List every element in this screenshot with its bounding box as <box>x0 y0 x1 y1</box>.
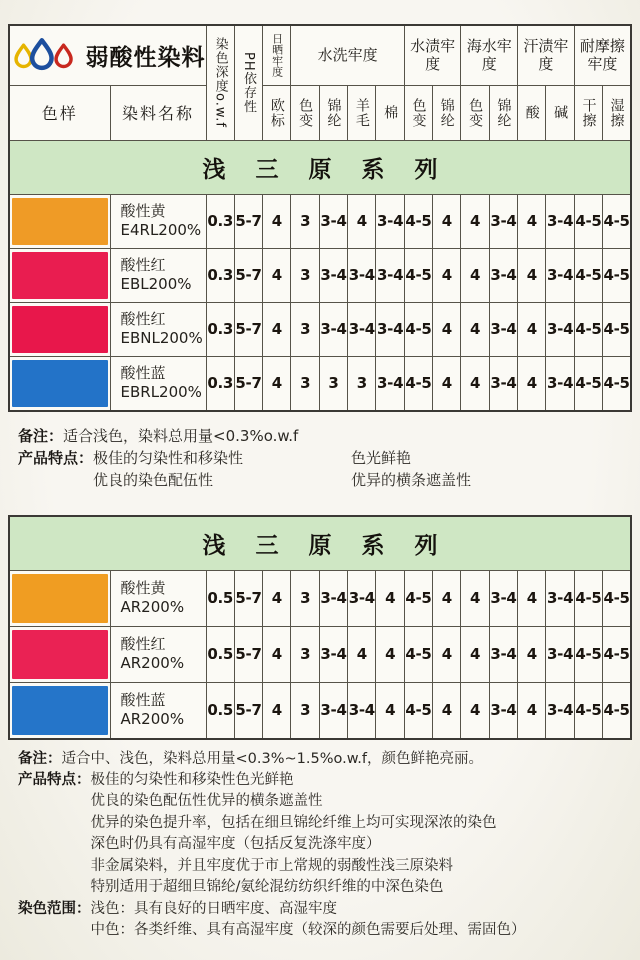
fastness-value: 0.3 <box>206 302 234 356</box>
fastness-value: 3 <box>348 356 376 411</box>
fastness-value: 4-5 <box>603 248 631 302</box>
sub-header-wash-colorchange: 色变 <box>291 85 319 140</box>
fastness-value: 3-4 <box>376 356 404 411</box>
color-swatch <box>12 306 108 353</box>
fastness-value: 3-4 <box>319 682 347 739</box>
fastness-value: 5-7 <box>234 570 262 626</box>
fastness-value: 4 <box>518 570 546 626</box>
fastness-value: 3-4 <box>348 570 376 626</box>
notes-block-2 <box>8 740 632 942</box>
group-header-sunlight-fastness: 日晒牢度 <box>263 25 291 85</box>
fastness-value: 4-5 <box>404 356 432 411</box>
sub-header-seawater-colorchange: 色变 <box>461 85 489 140</box>
fastness-value: 4 <box>461 302 489 356</box>
group-header-perspiration-fastness: 汗渍牢度 <box>518 25 575 85</box>
series-banner-row-2 <box>9 516 631 570</box>
color-swatch-cell <box>9 356 110 411</box>
group-header-waterstain-fastness: 水渍牢度 <box>404 25 461 85</box>
fastness-value: 5-7 <box>234 682 262 739</box>
fastness-value: 3-4 <box>319 248 347 302</box>
dye-row <box>9 194 631 248</box>
fastness-value: 5-7 <box>234 302 262 356</box>
dye-name-cell <box>110 626 206 682</box>
fastness-value: 0.3 <box>206 248 234 302</box>
remark-text-1: 适合浅色，染料总用量<0.3%o.w.f <box>63 426 299 445</box>
dye-name: 酸性红 <box>120 255 166 274</box>
feature-line: 深色时仍具有高湿牢度（包括反复洗涤牢度） <box>90 836 381 853</box>
dye-code: EBNL200% <box>120 329 203 347</box>
fastness-value: 4 <box>518 194 546 248</box>
fastness-value: 4-5 <box>603 302 631 356</box>
dye-name: 酸性蓝 <box>120 363 166 382</box>
fastness-value: 3 <box>291 682 319 739</box>
dye-name: 酸性红 <box>120 634 166 653</box>
sub-header-waterstain-colorchange: 色变 <box>404 85 432 140</box>
color-swatch <box>12 360 108 407</box>
feature-line: 特别适用于超细旦锦纶/氨纶混纺纺织纤维的中深色染色 <box>90 879 444 896</box>
dye-code: E4RL200% <box>120 221 202 239</box>
fastness-value: 4 <box>263 570 291 626</box>
sub-header-eu-standard: 欧标 <box>263 85 291 140</box>
sub-header-perspiration-acid: 酸 <box>518 85 546 140</box>
dye-row <box>9 356 631 411</box>
dye-name-cell <box>110 248 206 302</box>
features-label-2: 产品特点： <box>18 772 91 789</box>
series-banner-1: 浅 三 原 系 列 <box>9 140 631 194</box>
fastness-value: 4 <box>433 194 461 248</box>
fastness-value: 4 <box>461 194 489 248</box>
dye-table-2 <box>8 515 632 740</box>
feature-line: 极佳的匀染性和移染性 <box>93 448 244 467</box>
remark-row-2 <box>18 749 622 770</box>
sub-header-wash-nylon: 锦纶 <box>319 85 347 140</box>
fastness-value: 3-4 <box>376 194 404 248</box>
feature-line: 优异的横条遮盖性 <box>351 470 472 489</box>
range-line: 浅色：具有良好的日晒牢度、高湿牢度 <box>90 900 337 917</box>
dye-row <box>9 682 631 739</box>
dye-range-row <box>18 899 622 942</box>
fastness-value: 0.3 <box>206 194 234 248</box>
fastness-value: 3-4 <box>376 248 404 302</box>
remark-text-2: 适合中、浅色，染料总用量<0.3%~1.5%o.w.f，颜色鲜艳亮丽。 <box>61 750 483 767</box>
fastness-value: 4 <box>518 626 546 682</box>
brand-logo-drops-icon <box>10 30 81 80</box>
fastness-value: 4-5 <box>404 570 432 626</box>
color-swatch-cell <box>9 570 110 626</box>
fastness-value: 3-4 <box>546 570 574 626</box>
remark-label-1: 备注： <box>18 426 64 445</box>
dye-name-cell <box>110 302 206 356</box>
red-drop-icon <box>56 45 71 66</box>
fastness-value: 4 <box>518 248 546 302</box>
dye-row <box>9 626 631 682</box>
fastness-value: 4 <box>263 194 291 248</box>
fastness-value: 3-4 <box>489 626 517 682</box>
fastness-value: 4-5 <box>574 248 602 302</box>
fastness-value: 5-7 <box>234 356 262 411</box>
fastness-value: 4 <box>518 356 546 411</box>
fastness-value: 4-5 <box>603 570 631 626</box>
fastness-value: 4 <box>433 682 461 739</box>
brand-header-cell <box>9 25 206 85</box>
fastness-value: 3 <box>291 570 319 626</box>
fastness-value: 3-4 <box>348 682 376 739</box>
fastness-value: 4-5 <box>574 626 602 682</box>
fastness-value: 4 <box>376 682 404 739</box>
fastness-value: 3-4 <box>489 682 517 739</box>
fastness-value: 4 <box>461 570 489 626</box>
fastness-value: 3-4 <box>376 302 404 356</box>
fastness-value: 4-5 <box>574 194 602 248</box>
feature-line: 极佳的匀染性和移染性色光鲜艳 <box>90 772 294 789</box>
dye-name-cell <box>110 194 206 248</box>
features-label-1: 产品特点： <box>18 448 94 467</box>
sub-header-wash-cotton: 棉 <box>376 85 404 140</box>
dye-code: AR200% <box>120 654 185 673</box>
dye-row <box>9 248 631 302</box>
dye-name-cell <box>110 570 206 626</box>
yellow-drop-icon <box>16 45 31 66</box>
fastness-value: 4-5 <box>404 248 432 302</box>
feature-line: 优异的染色提升率，包括在细旦锦纶纤维上均可实现深浓的染色 <box>90 814 497 831</box>
sub-header-perspiration-alkali: 碱 <box>546 85 574 140</box>
fastness-value: 4 <box>433 356 461 411</box>
sub-header-waterstain-nylon: 锦纶 <box>433 85 461 140</box>
dye-table-1 <box>8 24 632 412</box>
fastness-value: 4 <box>461 626 489 682</box>
fastness-value: 4 <box>433 302 461 356</box>
sub-header-seawater-nylon: 锦纶 <box>489 85 517 140</box>
color-swatch <box>12 686 108 735</box>
fastness-value: 4-5 <box>603 682 631 739</box>
fastness-value: 4 <box>348 626 376 682</box>
fastness-value: 4 <box>518 682 546 739</box>
color-swatch-cell <box>9 626 110 682</box>
sub-header-wash-wool: 羊毛 <box>348 85 376 140</box>
group-header-seawater-fastness: 海水牢度 <box>461 25 518 85</box>
dye-row <box>9 302 631 356</box>
color-swatch <box>12 198 108 245</box>
blue-drop-icon <box>32 41 51 69</box>
fastness-value: 5-7 <box>234 194 262 248</box>
fastness-value: 4 <box>461 356 489 411</box>
notes-block-1 <box>8 412 632 492</box>
dye-code: EBL200% <box>120 275 192 293</box>
dye-range-label: 染色范围： <box>18 900 91 917</box>
col-header-dye-name: 染料名称 <box>110 85 206 140</box>
fastness-value: 4 <box>518 302 546 356</box>
fastness-value: 3-4 <box>348 302 376 356</box>
fastness-value: 4 <box>461 248 489 302</box>
feature-line: 优良的染色配伍性 <box>93 470 214 489</box>
features-row-2 <box>18 770 622 899</box>
fastness-value: 3 <box>291 356 319 411</box>
fastness-value: 4-5 <box>404 302 432 356</box>
series-banner-row-1 <box>9 140 631 194</box>
fastness-value: 3-4 <box>546 248 574 302</box>
fastness-value: 4 <box>263 626 291 682</box>
dye-row <box>9 570 631 626</box>
fastness-value: 3-4 <box>319 570 347 626</box>
fastness-value: 3 <box>291 626 319 682</box>
fastness-value: 0.5 <box>206 626 234 682</box>
color-swatch <box>12 574 108 623</box>
fastness-value: 3-4 <box>546 302 574 356</box>
color-swatch-cell <box>9 248 110 302</box>
fastness-value: 4-5 <box>574 570 602 626</box>
group-header-rubbing-fastness: 耐摩擦牢度 <box>574 25 631 85</box>
fastness-value: 3-4 <box>489 570 517 626</box>
fastness-value: 4-5 <box>404 682 432 739</box>
remark-row-1 <box>18 425 622 447</box>
fastness-value: 3 <box>319 356 347 411</box>
fastness-value: 4-5 <box>574 356 602 411</box>
group-header-wash-fastness: 水洗牢度 <box>291 25 404 85</box>
fastness-value: 3-4 <box>319 302 347 356</box>
fastness-value: 3-4 <box>546 356 574 411</box>
feature-line: 非金属染料，并且牢度优于市上常规的弱酸性浅三原染料 <box>90 857 453 874</box>
series-banner-2: 浅 三 原 系 列 <box>9 516 631 570</box>
fastness-value: 4 <box>376 626 404 682</box>
range-line: 中色：各类纤维、具有高湿牢度（较深的颜色需要后处理、需固色） <box>90 922 526 939</box>
fastness-value: 4 <box>263 302 291 356</box>
fastness-value: 5-7 <box>234 248 262 302</box>
fastness-value: 4 <box>433 248 461 302</box>
dye-name: 酸性黄 <box>120 578 166 597</box>
color-swatch <box>12 630 108 679</box>
fastness-value: 3-4 <box>489 248 517 302</box>
color-swatch-cell <box>9 682 110 739</box>
fastness-value: 4 <box>433 570 461 626</box>
remark-label-2: 备注： <box>18 750 62 767</box>
fastness-value: 3 <box>291 302 319 356</box>
fastness-value: 3 <box>291 248 319 302</box>
fastness-value: 0.5 <box>206 682 234 739</box>
fastness-value: 0.3 <box>206 356 234 411</box>
color-swatch-cell <box>9 194 110 248</box>
dye-name: 酸性黄 <box>120 201 166 220</box>
fastness-value: 4 <box>263 682 291 739</box>
fastness-value: 3-4 <box>546 194 574 248</box>
col-header-color-sample: 色样 <box>9 85 110 140</box>
fastness-value: 3-4 <box>319 194 347 248</box>
fastness-value: 3 <box>291 194 319 248</box>
fastness-value: 3-4 <box>348 248 376 302</box>
col-header-ph-dependence: PH依存性 <box>234 25 262 140</box>
fastness-value: 4 <box>348 194 376 248</box>
feature-line: 色光鲜艳 <box>351 448 412 467</box>
fastness-value: 4-5 <box>574 302 602 356</box>
fastness-value: 3-4 <box>489 302 517 356</box>
fastness-value: 3-4 <box>546 626 574 682</box>
feature-line: 优良的染色配伍性优异的横条遮盖性 <box>90 793 323 810</box>
col-header-dye-depth: 染色深度o.w.f <box>206 25 234 140</box>
fastness-value: 3-4 <box>489 194 517 248</box>
color-swatch-cell <box>9 302 110 356</box>
color-swatch <box>12 252 108 299</box>
features-row-1 <box>18 447 622 491</box>
dye-code: EBRL200% <box>120 383 202 401</box>
fastness-value: 5-7 <box>234 626 262 682</box>
fastness-value: 4 <box>263 248 291 302</box>
fastness-value: 4 <box>376 570 404 626</box>
fastness-value: 4-5 <box>603 194 631 248</box>
fastness-value: 3-4 <box>319 626 347 682</box>
fastness-value: 4-5 <box>603 626 631 682</box>
dye-name: 酸性红 <box>120 309 166 328</box>
fastness-value: 4-5 <box>404 626 432 682</box>
fastness-value: 3-4 <box>546 682 574 739</box>
fastness-value: 4 <box>433 626 461 682</box>
dye-code: AR200% <box>120 710 185 729</box>
fastness-value: 4 <box>263 356 291 411</box>
fastness-value: 4-5 <box>574 682 602 739</box>
fastness-value: 0.5 <box>206 570 234 626</box>
sub-header-rubbing-dry: 干擦 <box>574 85 602 140</box>
brand-title: 弱酸性染料 <box>85 44 206 71</box>
fastness-value: 3-4 <box>489 356 517 411</box>
fastness-value: 4 <box>461 682 489 739</box>
dye-code: AR200% <box>120 598 185 617</box>
sub-header-rubbing-wet: 湿擦 <box>603 85 631 140</box>
dye-name-cell <box>110 356 206 411</box>
dye-name-cell <box>110 682 206 739</box>
fastness-value: 4-5 <box>603 356 631 411</box>
fastness-value: 4-5 <box>404 194 432 248</box>
dye-name: 酸性蓝 <box>120 690 166 709</box>
